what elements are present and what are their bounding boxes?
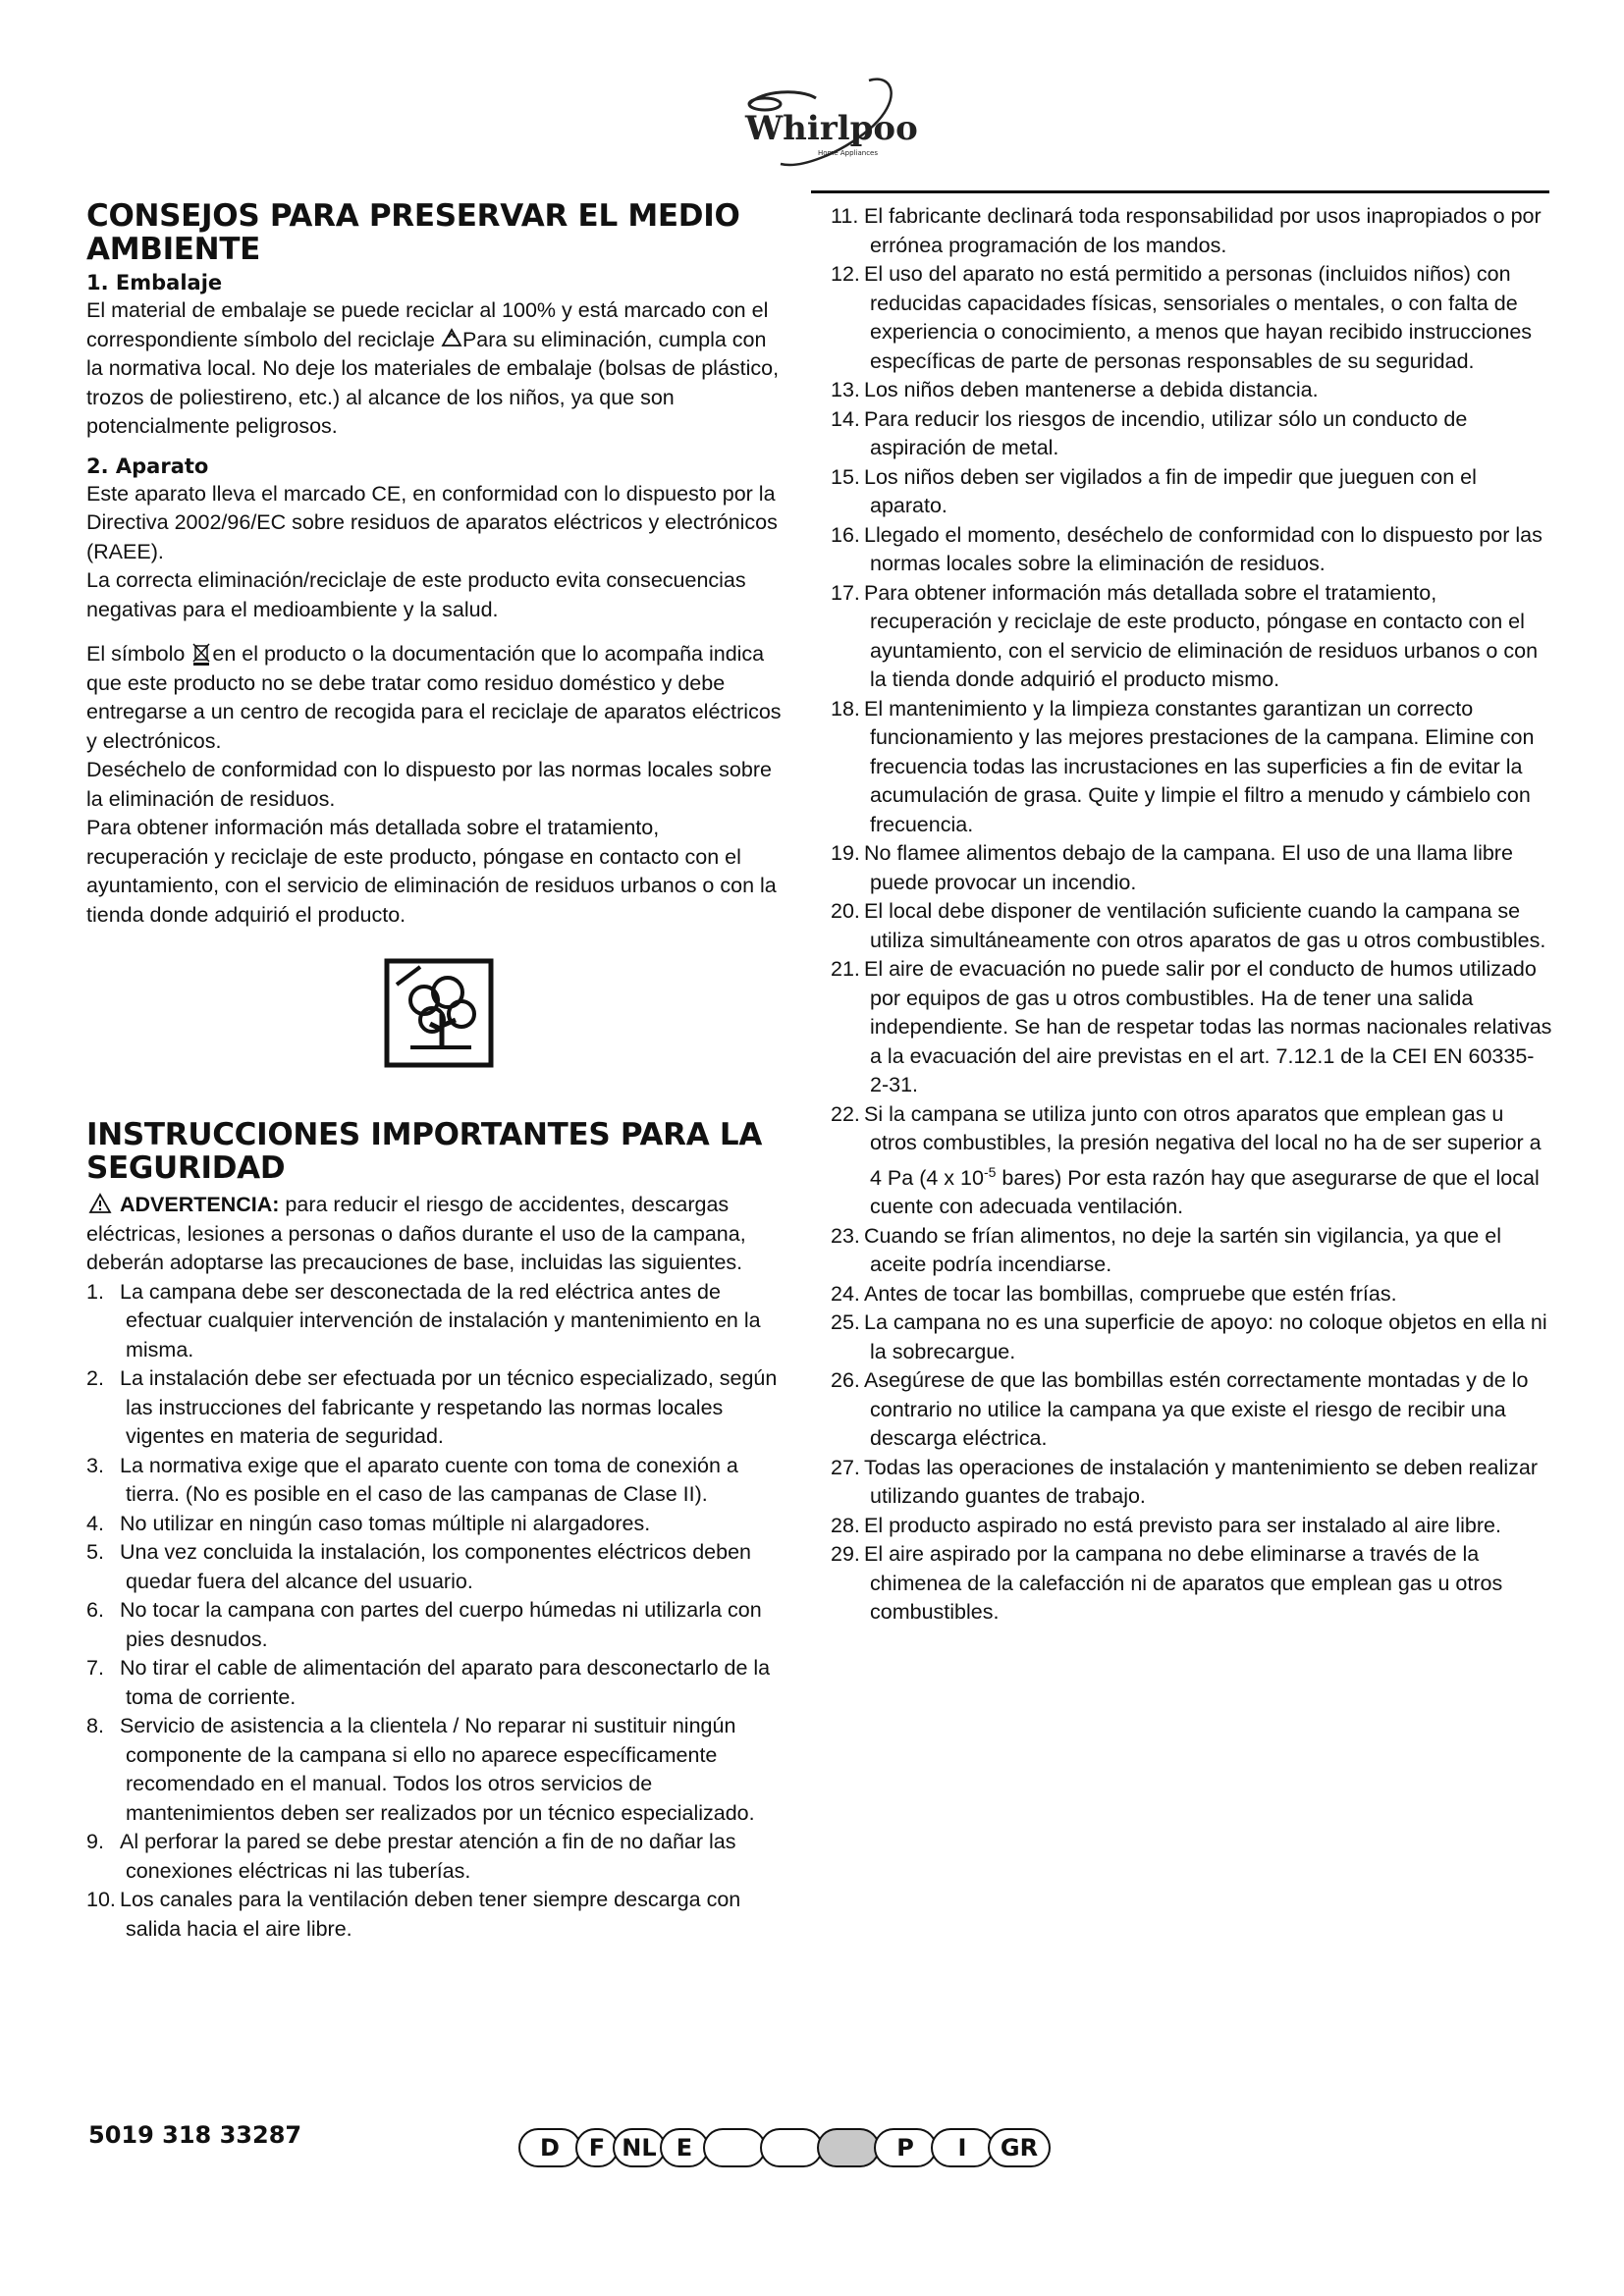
section1-title: CONSEJOS PARA PRESERVAR EL MEDIO AMBIENTE [86, 198, 740, 267]
product-code: 5019 318 33287 [88, 2121, 302, 2149]
list-item: 19. No flamee alimentos debajo de la campana. El uso de una llama libre puede provocar un incendio. [831, 841, 1513, 894]
safety-list-right [831, 202, 1552, 1628]
list-item: 7. No tirar el cable de alimentación del aparato para desconectarlo de la toma de corriente. [86, 1656, 771, 1709]
list-item: 29. El aire aspirado por la campana no debe eliminarse a través de la chimenea de la calefacción ni de aparatos que emplean gas u otros combustibles. [831, 1542, 1503, 1625]
list-item: 20. El local debe disponer de ventilación suficiente cuando la campana se utiliza simultáneamente con otros aparatos de gas u otros combustibles. [831, 899, 1546, 952]
list-item: 26. Asegúrese de que las bombillas estén correctamente montadas y de lo contrario no utilice la campana ya que existe el riesgo de recibir una descarga eléctrica. [831, 1368, 1529, 1451]
lang-d: D [518, 2128, 581, 2167]
list-item: 23. Cuando se frían alimentos, no deje la sartén sin vigilancia, ya que el aceite podría incendiarse. [831, 1223, 1501, 1277]
list-item: 21. El aire de evacuación no puede salir por el conducto de humos utilizado por equipos de gas u otros combustibles. Ha de tener una salida independiente. Se han de respetar todas las normas nacionales relativas a la evacuación del aire previstas en el art. 7.12.1 de la CEI EN 60335-2-31. [831, 957, 1552, 1096]
left-column [86, 199, 785, 1944]
section2-title: INSTRUCCIONES IMPORTANTES PARA LA SEGURIDAD [86, 1117, 763, 1186]
list-item: 13. Los niños deben mantenerse a debida distancia. [831, 378, 1319, 401]
lang-blank-1 [703, 2128, 766, 2167]
list-item: 8. Servicio de asistencia a la clientela / No reparar ni sustituir ningún componente de la campana si ello no aparece específicamente recomendado en el manual. Todos los otros servicios de mantenimientos deben ser realizados por un técnico especializado. [86, 1714, 755, 1825]
appliance-text-2: La correcta eliminación/reciclaje de este producto evita consecuencias negativas para el medioambiente y la salud. [86, 568, 746, 621]
safety-list-left [86, 1278, 785, 1945]
packaging-text [86, 296, 785, 442]
warning-body: para reducir el riesgo de accidentes, descargas eléctricas, lesiones a personas o daños durante el uso de la campana, deberán adoptarse las precauciones de base, incluidas las siguientes. [86, 1193, 746, 1274]
lang-gr: GR [988, 2128, 1051, 2167]
list-item: 1. La campana debe ser desconectada de la red eléctrica antes de efectuar cualquier intervención de instalación y mantenimiento en la misma. [86, 1279, 761, 1362]
packaging-heading: 1. Embalaje [86, 271, 223, 294]
list-item: 16. Llegado el momento, deséchelo de conformidad con lo dispuesto por las normas locales sobre la eliminación de residuos. [831, 522, 1543, 575]
lang-blank-shaded [817, 2128, 880, 2167]
list-item: 9. Al perforar la pared se debe prestar atención a fin de no dañar las conexiones eléctricas ni las tuberías. [86, 1830, 736, 1883]
symbol-text-d: Para obtener información más detallada sobre el tratamiento, recuperación y reciclaje de este producto, póngase en contacto con el ayuntamiento, con el servicio de eliminación de residuos urbanos o con la tienda donde adquirió el producto. [86, 816, 777, 927]
language-indicators [518, 2128, 1045, 2167]
logo-subtext: Home Appliances [818, 149, 878, 157]
lang-f: F [575, 2128, 619, 2167]
list-item: 2. La instalación debe ser efectuada por un técnico especializado, según las instrucciones del fabricante y respetando las normas locales vigentes en materia de seguridad. [86, 1366, 778, 1448]
list-item: 28. El producto aspirado no está previsto para ser instalado al aire libre. [831, 1513, 1501, 1537]
list-item: 5. Una vez concluida la instalación, los componentes eléctricos deben quedar fuera del alcance del usuario. [86, 1540, 751, 1593]
packaging-text-a: El material de embalaje se puede reciclar al 100% y está marcado con el correspondiente símbolo del reciclaje [86, 298, 769, 351]
list-item: 24. Antes de tocar las bombillas, compruebe que estén frías. [831, 1281, 1397, 1306]
right-column [831, 202, 1552, 1628]
recycle-icon [441, 326, 462, 351]
symbol-text-c: Deséchelo de conformidad con lo dispuesto por las normas locales sobre la eliminación de residuos. [86, 758, 772, 811]
header-rule [811, 190, 1549, 193]
list-item: 11. El fabricante declinará toda responsabilidad por usos inapropiados o por errónea programación de los mandos. [831, 204, 1542, 257]
list-item: 15. Los niños deben ser vigilados a fin de impedir que jueguen con el aparato. [831, 464, 1477, 517]
list-item: 27. Todas las operaciones de instalación y mantenimiento se deben realizar utilizando guantes de trabajo. [831, 1455, 1539, 1509]
list-item: 4. No utilizar en ningún caso tomas múltiple ni alargadores. [86, 1511, 651, 1535]
list-item: 3. La normativa exige que el aparato cuente con toma de conexión a tierra. (No es posible en el caso de las campanas de Clase II). [86, 1453, 738, 1506]
logo-wordmark: Whirlpool [745, 109, 918, 148]
lang-p: P [874, 2128, 937, 2167]
list-item: 10. Los canales para la ventilación deben tener siempre descarga con salida hacia el aire libre. [86, 1888, 741, 1941]
symbol-text-b: en el producto o la documentación que lo acompaña indica que este producto no se debe tratar como residuo doméstico y debe entregarse a un centro de recogida para el reciclaje de aparatos eléctricos y electrónicos. [86, 642, 782, 753]
list-item: 14. Para reducir los riesgos de incendio, utilizar sólo un conducto de aspiración de metal. [831, 406, 1468, 459]
lang-blank-2 [760, 2128, 823, 2167]
appliance-text-1: Este aparato lleva el marcado CE, en conformidad con lo dispuesto por la Directiva 2002/96/EC sobre residuos de aparatos eléctricos y electrónicos (RAEE). [86, 481, 778, 563]
lang-i: I [931, 2128, 994, 2167]
appliance-heading: 2. Aparato [86, 454, 209, 478]
packaging-text-b: Para su eliminación, cumpla con la normativa local. No deje los materiales de embalaje (bolsas de plástico, trozos de poliestireno, etc.) al alcance de los niños, ya que son potencialmente peligrosos. [86, 327, 780, 438]
list-item: 25. La campana no es una superficie de apoyo: no coloque objetos en ella ni la sobrecargue. [831, 1310, 1547, 1363]
list-item: 12. El uso del aparato no está permitido a personas (incluidos niños) con reducidas capacidades físicas, sensoriales o mentales, o con falta de experiencia o conocimiento, a menos que hayan recibido instrucciones específicas de parte de personas responsables de su seguridad. [831, 262, 1533, 373]
lang-e: E [660, 2128, 709, 2167]
environment-tree-icon [381, 955, 497, 1071]
list-item: 22. Si la campana se utiliza junto con otros aparatos que emplean gas u otros combustibles, la presión negativa del local no ha de ser superior a 4 Pa (4 x $10^{-5}$ bares) Por esta razón hay que asegurarse de que el local cuente con adecuada ventilación. [831, 1101, 1542, 1219]
warning-label: ADVERTENCIA: [119, 1193, 280, 1216]
list-item: 17. Para obtener información más detallada sobre el tratamiento, recuperación y reciclaje de este producto, póngase en contacto con el ayuntamiento, con el servicio de eliminación de residuos urbanos o con la tienda donde adquirió el producto mismo. [831, 580, 1539, 691]
warning-text [86, 1191, 785, 1278]
list-item: 18. El mantenimiento y la limpieza constantes garantizan un correcto funcionamiento y las mejores prestaciones de la campana. Elimine con frecuencia todas las incrustaciones en las superficies a fin de evitar la acumulación de grasa. Quite y limpie el filtro a menudo y cámbielo con frecuencia. [831, 696, 1535, 836]
crossed-bin-icon [190, 640, 212, 666]
symbol-text-a: El símbolo [86, 642, 186, 666]
warning-icon [86, 1191, 114, 1216]
list-item: 6. No tocar la campana con partes del cuerpo húmedas ni utilizarla con pies desnudos. [86, 1598, 762, 1651]
whirlpool-logo [722, 71, 918, 179]
symbol-text [86, 640, 785, 756]
lang-nl: NL [613, 2128, 666, 2167]
